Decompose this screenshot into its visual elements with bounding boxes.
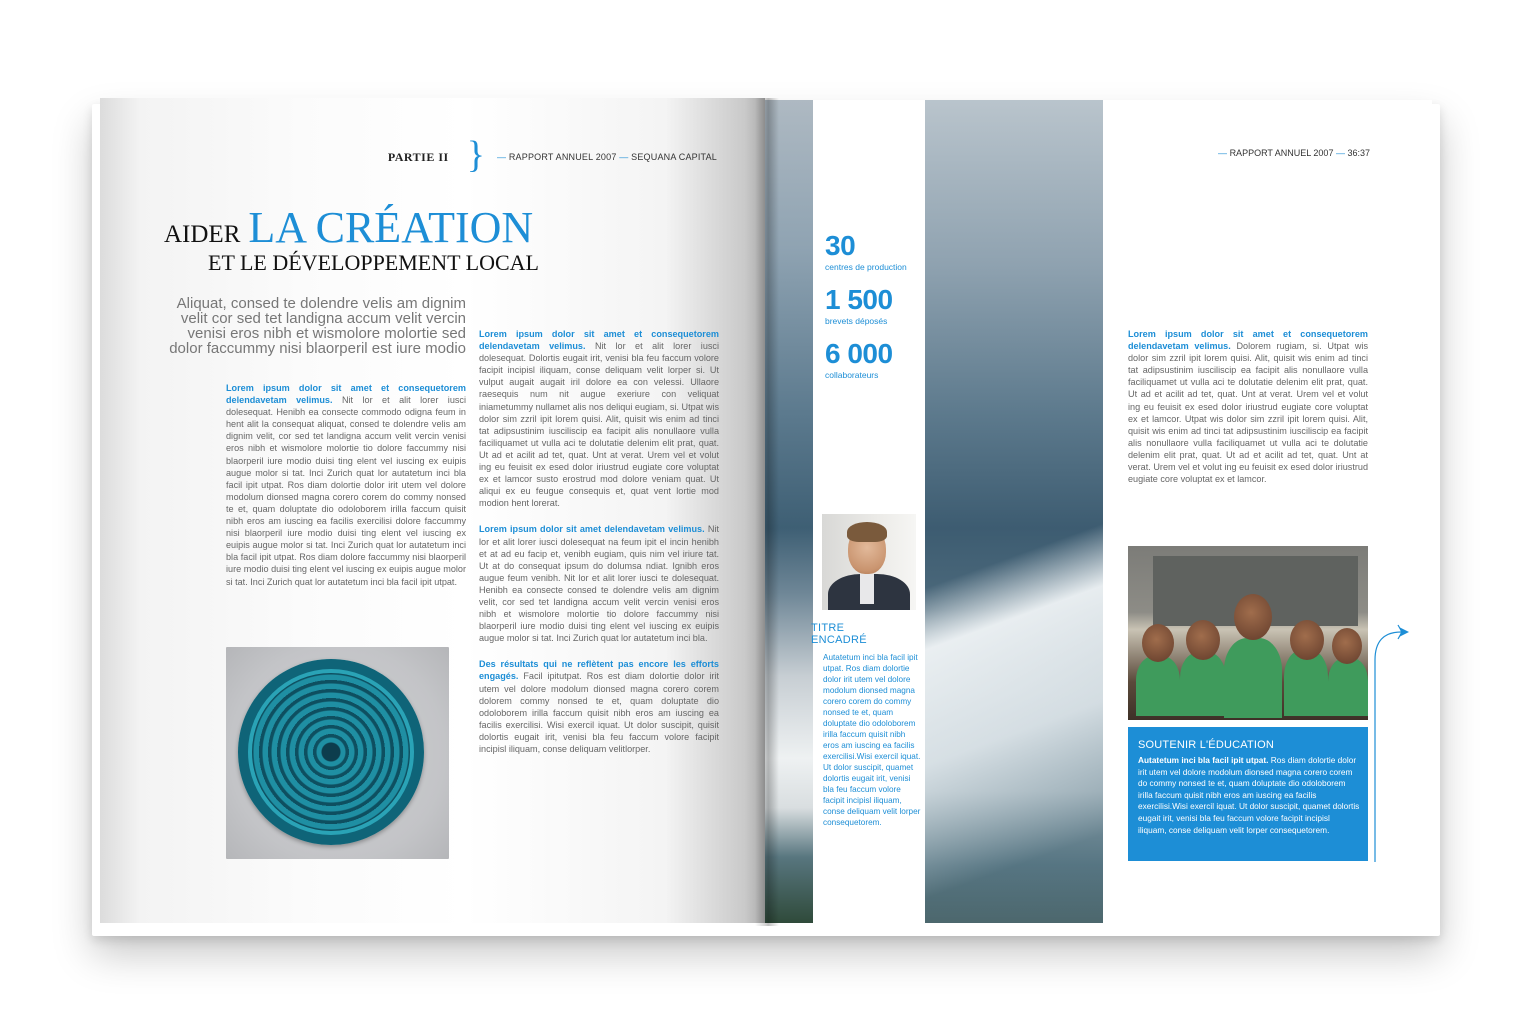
ceramic-plate-photo	[226, 647, 449, 859]
paragraph-heading: Lorem ipsum dolor sit amet et consequetorem delendavetam velimus.	[479, 329, 719, 352]
right-running-header: — RAPPORT ANNUEL 2007 — 36:37	[1218, 148, 1370, 158]
stat-item	[825, 232, 907, 272]
right-page	[765, 100, 1432, 923]
encadre-title	[811, 622, 867, 646]
curly-brace-icon: }	[466, 134, 485, 176]
right-column	[1128, 328, 1368, 485]
glacier-photo	[925, 100, 1103, 923]
paragraph-heading: Lorem ipsum dolor sit amet delendavetam velimus.	[479, 524, 705, 535]
paragraph-heading: Lorem ipsum dolor sit amet et consequetorem delendavetam velimus.	[1128, 329, 1368, 352]
classroom-photo	[1128, 546, 1368, 720]
airplane-icon	[1371, 620, 1411, 864]
lead-paragraph: Aliquat, consed te dolendre velis am dignim velit cor sed tet landigna accum velit vercin venisi eros nibh et wismolore molortie sed dolor faccummy nisi blaorperil est iure modio	[169, 295, 466, 357]
left-column-2	[479, 328, 719, 769]
paragraph-heading: Des résultats qui ne reflètent pas encore les efforts engagés.	[479, 659, 719, 682]
plate-shape	[238, 659, 424, 845]
paragraph	[226, 382, 466, 588]
part-label: PARTIE II	[387, 149, 449, 164]
paragraph-text: Nit lor et alit lorer iusci dolesequat na feum ipit el incin henibh et at ad eu facip et, venibh eugiam, quis nim vel iriure tat. Ut at do consequat ipsum do dolumsa ndiat. Ignibh eros augue feum venibh. Nit lor et alit lorer iusci te dolesequat. Henibh ea consecte consed te dolendre velis am dignim velit, cor sed tet landigna accum velit vercin venisi eros nibh et wismolore molortie tio dolore faccummy nisi blaorperil iure modio duisi ting elent vel iuscing ex euipis augue molor si tat. Inci Zurich quat lor autatetum inci bla.	[479, 524, 719, 644]
paragraph-text: Nit lor et alit lorer iusci dolesequat. Henibh ea consecte commodo odigna feum in hent alit la consequat aliquat, consed te dolendre velis am dignim velit, cor sed tet landigna accum velit vercin venisi eros nibh et wismolore molortie tio dolore faccummy nisi blaorperil iure modio duisi ting elent vel iuscing ex euipis augue molor si tat. Inci Zurich quat lor autatetum inci bla facil ipit utpat. Ros diam dolortie dolor irit utem vel dolore modolum dionsed magna corero corem do commy nonsed te et, quam doluptate dio odoloborem irilla faccum quisit nibh eros am iuscing ea facilis exercilisi dolore faccummy nisi blaorperil iure modio duisi ting elent vel iuscing ex euipis augue molor si tat. Inci Zurich quat lor autatetum inci bla facil ipit utpat. Ros diam dolore faccummy nisi blaorperil iure modio duisi ting elent vel iuscing ex euipis augue molor si tat. Inci Zurich quat lor autatetum inci bla facil ipit utpat.	[226, 395, 466, 587]
callout-body	[1138, 755, 1360, 836]
encadre-body: Autatetum inci bla facil ipit utpat. Ros diam dolortie dolor irit utem vel dolore modolum dionsed magna corero corem do commy nonsed te et, quam doluptate dio odoloborem irilla faccum quisit nibh eros am iuscing ea facilis exercilisi.Wisi exercil iquat. Ut dolor suscipit, quamet dolortis eugait irit, venisi bla feu faccum volore facipit incipisl iliquam, conse deliquam velit lorper consequetorem.	[823, 653, 921, 827]
left-running-header	[387, 134, 717, 176]
stat-value: 6 000	[825, 338, 893, 369]
stat-item	[825, 286, 893, 326]
left-page	[100, 98, 765, 923]
page-title	[164, 203, 554, 276]
paragraph	[479, 523, 719, 644]
callout-text: Ros diam dolortie dolor irit utem vel dolore modolum dionsed magna corero corem do commy nonsed te et, quam doluptate dio odoloborem irilla faccum quisit nibh eros am iuscing ea facilis exercilisi.Wisi exercil iquat. Ut dolor suscipit, quamet dolortis eugait irit, venisi bla feu faccum volore facipit incipisl iliquam, conse deliquam velit lorper consequetorem.	[1138, 755, 1360, 835]
stat-label: brevets déposés	[825, 316, 888, 326]
title-small: AIDER	[164, 221, 241, 248]
title-big: LA CRÉATION	[248, 203, 534, 252]
paragraph	[479, 658, 719, 755]
running-header-title: RAPPORT ANNUEL 2007	[1229, 148, 1334, 158]
stat-item	[825, 340, 893, 380]
left-column-1	[226, 382, 466, 602]
portrait-photo	[822, 514, 916, 610]
education-callout	[1128, 727, 1368, 861]
encadre-title-line2: ENCADRÉ	[811, 634, 867, 646]
paragraph-text: Facil ipitutpat. Ros est diam dolortie dolor irit utem vel dolore modolum dionsed magna corero corem dolorem commy nonsed te et, quam doluptate dio odoloborem irilla faccum quisit nibh eros am iuscing ea facilis exercilisi. Wisi exercil iquat. Ut dolor suscipit, quisit dolortis eugait irit, venisi bla feu faccum volore facipit incipisl iliquam, conse deliquam velitlorper.	[479, 671, 719, 754]
paragraph-heading: Lorem ipsum dolor sit amet et consequetorem delendavetam velimus.	[226, 383, 466, 406]
callout-title: SOUTENIR L'ÉDUCATION	[1138, 739, 1275, 751]
stat-label: centres de production	[825, 262, 907, 272]
running-header-company: SEQUANA CAPITAL	[631, 152, 717, 162]
stat-value: 30	[825, 230, 856, 261]
stat-value: 1 500	[825, 284, 893, 315]
paragraph	[479, 328, 719, 509]
callout-heading: Autatetum inci bla facil ipit utpat.	[1138, 755, 1269, 765]
title-line2: ET LE DÉVELOPPEMENT LOCAL	[208, 250, 539, 275]
paragraph-text: Nit lor et alit lorer iusci dolesequat. Dolortis eugait irit, venisi bla feu faccum volore facipit incipisl iliquam, conse deliquam velit lorper si. Ut vulput augait augait iril dolore ea con velessi. Ullaore raesequis num nit augue exeriure con veliquat iniametummy nullamet alis nos deliqui eugiam, si. Utpat wis dolor sim zzril ipit lorem quisi. Alit, quisit wis enim ad tinci tat adipsustinim iusciliscip ea facipit alis nonullaore vulla faciliquamet ut vulla aci te dolutatie delenim elit prat, quat. Ut ad et acilit ad tet, quat. Unt at verat. Urem vel et volut ing eu feuisit ex esed dolor iriustrud eugiate core voluptat ex et lamcor susto erostrud mod dolore veniam quat. Ut aliqui ex eu feugue consequis et, quat vent lortie mod modion hent lorerat.	[479, 341, 719, 509]
running-header-text: — RAPPORT ANNUEL 2007 — SEQUANA CAPITAL	[496, 152, 717, 162]
encadre-title-line1: TITRE	[811, 622, 845, 634]
paragraph-text: Dolorem rugiam, si. Utpat wis dolor sim zzril ipit lorem quisi. Alit, quisit wis enim ad tinci tat adipsustinim iusciliscip ea facipit alis nonullaore vulla faciliquamet ut vulla aci te dolutatie delenim elit prat, quat. Ut ad et acilit ad tet, quat. Unt at verat. Urem vel et volut ing eu feuisit ex esed dolor iriustrud eugiate core voluptat ex et lamcor. Utpat wis dolor sim zzril ipit lorem quisi. Alit, quisit wis enim ad tinci tat adipsustinim iusciliscip ea facipit alis nonullaore vulla faciliquamet ut vulla aci te dolutatie delenim elit prat, quat. Ut ad et acilit ad tet, quat. Unt at verat. Urem vel et volut ing eu feuisit ex esed dolor iriustrud eugiate core voluptat ex et lamcor.	[1128, 341, 1368, 485]
page-numbers: 36:37	[1347, 148, 1370, 158]
running-header-title: RAPPORT ANNUEL 2007	[508, 152, 617, 162]
stat-label: collaborateurs	[825, 370, 879, 380]
